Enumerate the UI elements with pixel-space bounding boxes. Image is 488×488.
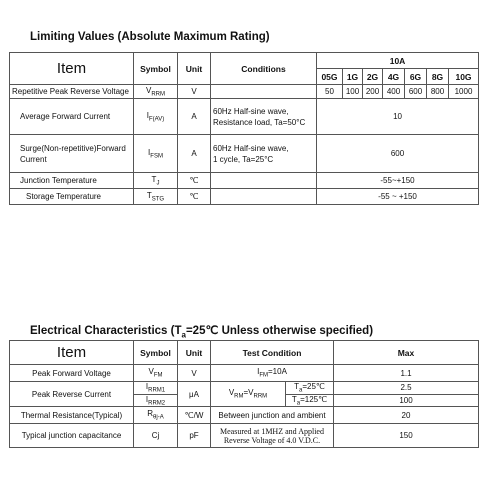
header-unit: Unit: [178, 53, 211, 85]
table-row: [10, 424, 479, 448]
row-conditions: 60Hz Half-sine wave, Resistance load, Ta=50°C: [211, 99, 317, 135]
row-max: 20: [334, 407, 479, 424]
grade-6g: 6G: [405, 69, 427, 85]
row-unit: ℃: [178, 173, 211, 189]
row-symbol: $T_J$: [134, 173, 178, 189]
value-cell: 600: [405, 85, 427, 99]
electrical-characteristics-table: [9, 340, 479, 448]
row-condition: Measured at 1MHZ and Applied Reverse Voltage of 4.0 V.D.C.: [211, 424, 334, 448]
row-symbol: $I_{RRM2}$: [134, 394, 178, 407]
row-item: Junction Temperature: [10, 173, 134, 189]
row-symbol: $V_{FM}$: [134, 365, 178, 382]
table-row: [10, 407, 479, 424]
row-unit: pF: [178, 424, 211, 448]
row-temp-condition: $T_a=125℃$: [286, 394, 334, 407]
grade-4g: 4G: [383, 69, 405, 85]
limiting-values-table: [9, 52, 479, 205]
row-unit: A: [178, 99, 211, 135]
table-row: [10, 99, 479, 135]
row-item: Peak Reverse Current: [10, 382, 134, 407]
electrical-characteristics-title: Electrical Characteristics ($T_a=25℃$ Unless otherwise specified): [30, 325, 374, 340]
header-10a: 10A: [317, 53, 479, 69]
grade-2g: 2G: [363, 69, 383, 85]
value-cell: 600: [317, 135, 479, 173]
table-row: [10, 189, 479, 205]
table-row: [10, 135, 479, 173]
row-symbol: $V_{RRM}$: [134, 85, 178, 99]
grade-8g: 8G: [427, 69, 449, 85]
row-item: Repetitive Peak Reverse Voltage: [10, 85, 134, 99]
value-cell: 200: [363, 85, 383, 99]
row-item: Storage Temperature: [10, 189, 134, 205]
row-item: Peak Forward Voltage: [10, 365, 134, 382]
header-item: Item: [10, 341, 134, 365]
row-max: 150: [334, 424, 479, 448]
header-symbol: Symbol: [134, 341, 178, 365]
row-condition: $I_{FM}=10A$: [211, 365, 334, 382]
value-cell: 1000: [449, 85, 479, 99]
value-cell: -55~+150: [317, 173, 479, 189]
row-unit: μA: [178, 382, 211, 407]
header-item: Item: [10, 53, 134, 85]
row-item: Typical junction capacitance: [10, 424, 134, 448]
row-symbol: Cj: [134, 424, 178, 448]
row-conditions: [211, 189, 317, 205]
value-cell: 100: [343, 85, 363, 99]
limiting-values-title: Limiting Values (Absolute Maximum Rating): [30, 31, 270, 43]
row-max: 2.5: [334, 382, 479, 395]
row-symbol: $I_{F(AV)}$: [134, 99, 178, 135]
table-row: [10, 365, 479, 382]
value-cell: 50: [317, 85, 343, 99]
row-conditions: [211, 173, 317, 189]
header-test-condition: Test Condition: [211, 341, 334, 365]
value-cell: 10: [317, 99, 479, 135]
row-unit: ℃: [178, 189, 211, 205]
row-unit: ℃/W: [178, 407, 211, 424]
row-symbol: $I_{RRM1}$: [134, 382, 178, 395]
row-conditions: 60Hz Half-sine wave, 1 cycle, Ta=25°C: [211, 135, 317, 173]
row-item: Surge(Non-repetitive)Forward Current: [10, 135, 134, 173]
row-conditions: [211, 85, 317, 99]
value-cell: 800: [427, 85, 449, 99]
row-unit: V: [178, 85, 211, 99]
grade-05g: 05G: [317, 69, 343, 85]
header-max: Max: [334, 341, 479, 365]
row-symbol: $R_{\theta j-A}$: [134, 407, 178, 424]
row-condition: $V_{RM}=V_{RRM}$: [211, 382, 286, 407]
row-condition: Between junction and ambient: [211, 407, 334, 424]
row-item: Average Forward Current: [10, 99, 134, 135]
row-unit: V: [178, 365, 211, 382]
row-symbol: $T_{STG}$: [134, 189, 178, 205]
table-row: [10, 173, 479, 189]
header-unit: Unit: [178, 341, 211, 365]
row-max: 100: [334, 394, 479, 407]
table-row: [10, 382, 479, 395]
row-max: 1.1: [334, 365, 479, 382]
value-cell: 400: [383, 85, 405, 99]
row-temp-condition: $T_a=25℃$: [286, 382, 334, 395]
header-conditions: Conditions: [211, 53, 317, 85]
table-row: [10, 85, 479, 99]
grade-1g: 1G: [343, 69, 363, 85]
row-symbol: $I_{FSM}$: [134, 135, 178, 173]
row-item: Thermal Resistance(Typical): [10, 407, 134, 424]
header-symbol: Symbol: [134, 53, 178, 85]
value-cell: -55 ~ +150: [317, 189, 479, 205]
row-unit: A: [178, 135, 211, 173]
grade-10g: 10G: [449, 69, 479, 85]
